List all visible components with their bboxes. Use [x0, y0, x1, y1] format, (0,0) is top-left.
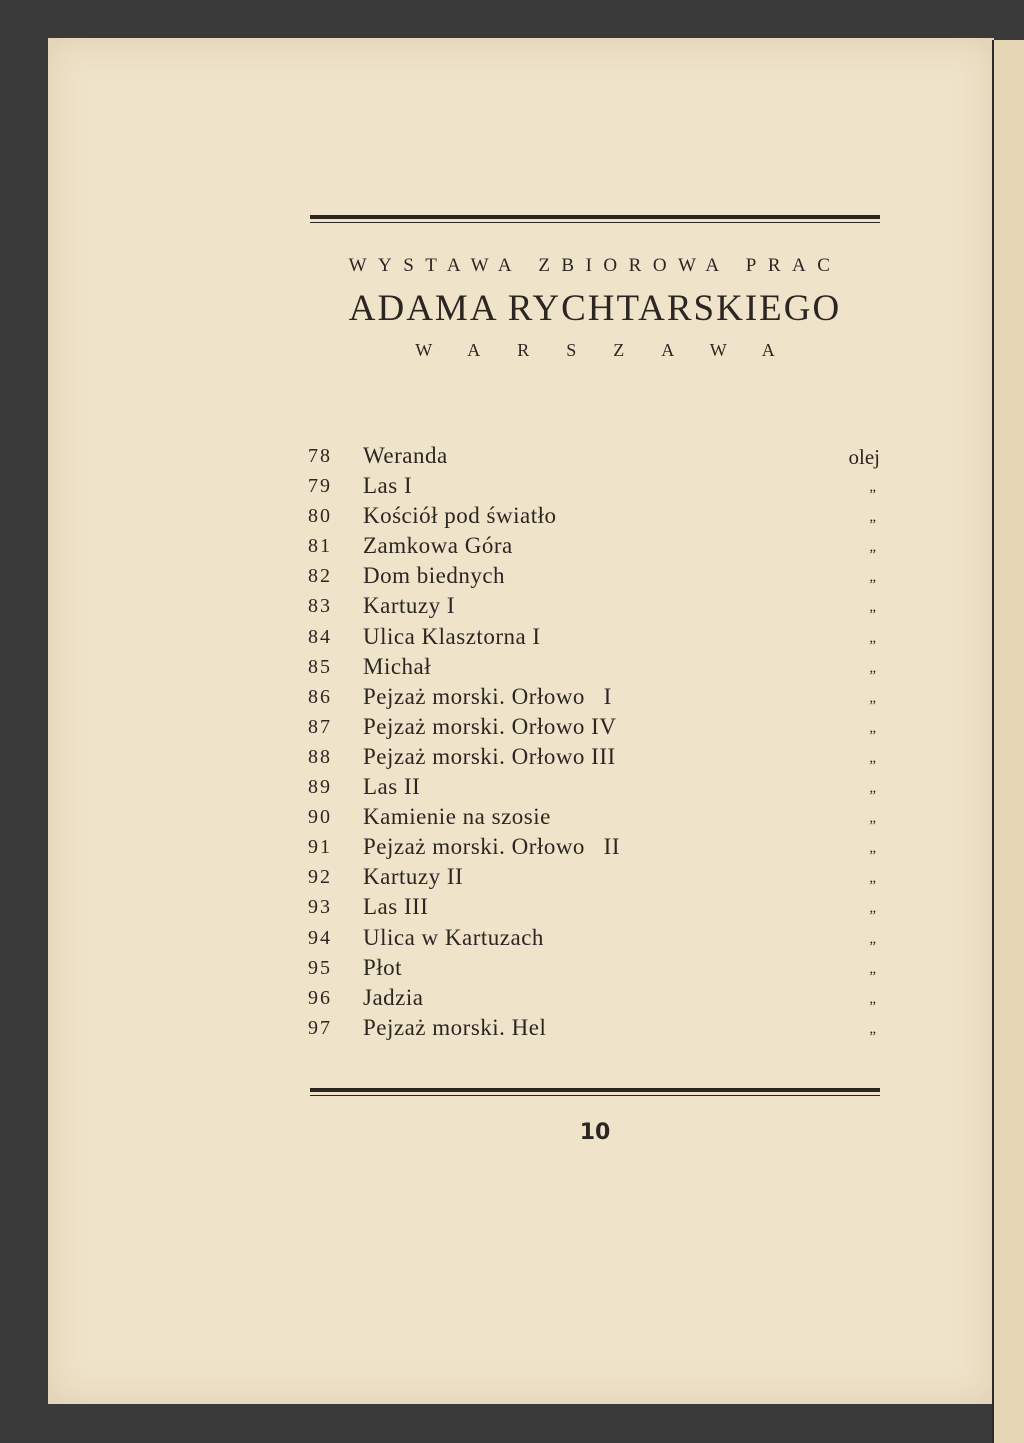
catalog-item-medium: „ [869, 689, 876, 706]
catalog-item-medium: „ [869, 870, 876, 887]
catalog-item-title: Płot [363, 954, 403, 980]
catalog-item-title: Kartuzy II [363, 864, 464, 890]
catalog-item-title: Pejzaż morski. Orłowo I [363, 683, 612, 709]
city-heading: WARSZAWA [415, 340, 812, 360]
facing-page-edge [992, 40, 1024, 1443]
catalog-item-title: Kamienie na szosie [363, 804, 551, 830]
catalog-item-medium: „ [869, 749, 876, 766]
catalog-item-number: 93 [308, 896, 332, 919]
catalog-item [308, 503, 880, 533]
catalog-item-medium: „ [869, 840, 876, 857]
catalog-item-title: Pejzaż morski. Hel [363, 1014, 547, 1040]
catalog-item-title: Michał [363, 653, 432, 679]
catalog-item [308, 684, 880, 714]
catalog-item-title: Weranda [363, 443, 448, 468]
catalog-item [308, 473, 880, 503]
catalog-item-number: 87 [308, 715, 332, 738]
catalog-item-title: Zamkowa Góra [363, 533, 513, 559]
artist-name-heading: ADAMA RYCHTARSKIEGO [348, 288, 842, 329]
catalog-item-title: Las I [363, 473, 413, 499]
catalog-item [308, 563, 880, 593]
catalog-item-number: 95 [308, 956, 332, 979]
catalog-item-medium: „ [869, 990, 876, 1007]
catalog-item [308, 834, 880, 864]
catalog-item-number: 90 [308, 806, 332, 829]
catalog-item [308, 985, 880, 1015]
catalog-item [308, 1015, 880, 1045]
catalog-item-medium: „ [869, 479, 876, 496]
catalog-item [308, 533, 880, 563]
catalog-item-number: 83 [308, 595, 332, 618]
catalog-item-medium: „ [869, 599, 876, 616]
catalog-item-number: 85 [308, 655, 332, 678]
catalog-item [308, 955, 880, 985]
catalog-item-title: Dom biednych [363, 563, 506, 589]
catalog-item-medium: „ [869, 810, 876, 827]
catalog-item-number: 89 [308, 776, 332, 799]
catalog-item [308, 624, 880, 654]
catalog-item [308, 804, 880, 834]
catalog-item-medium: „ [869, 719, 876, 736]
catalog-item-medium: „ [869, 659, 876, 676]
catalog-item [308, 744, 880, 774]
catalog-item-number: 96 [308, 986, 332, 1009]
catalog-item [308, 443, 880, 473]
catalog-item-medium: „ [869, 960, 876, 977]
catalog-item-number: 97 [308, 1016, 332, 1039]
catalog-item-title: Las II [363, 774, 421, 800]
catalog-item-medium: „ [869, 780, 876, 797]
bottom-double-rule [310, 1088, 880, 1096]
catalog-item-title: Pejzaż morski. Orłowo II [363, 834, 620, 860]
catalog-item-number: 94 [308, 926, 332, 949]
catalog-item-medium: „ [869, 539, 876, 556]
catalog-item-title: Pejzaż morski. Orłowo III [363, 743, 616, 769]
catalog-item [308, 654, 880, 684]
catalog-item [308, 864, 880, 894]
catalog-item-number: 79 [308, 475, 332, 498]
catalog-item [308, 925, 880, 955]
catalog-item-number: 81 [308, 535, 332, 558]
catalog-item-number: 84 [308, 625, 332, 648]
catalog-list [308, 443, 880, 1045]
catalog-item-medium: „ [869, 509, 876, 526]
catalog-item-medium: „ [869, 1020, 876, 1037]
catalog-item-title: Las III [363, 894, 429, 920]
catalog-item-number: 86 [308, 685, 332, 708]
top-double-rule [310, 215, 880, 223]
catalog-item-medium: „ [869, 629, 876, 646]
catalog-item [308, 593, 880, 623]
catalog-item-title: Kartuzy I [363, 593, 455, 619]
catalog-item-number: 80 [308, 505, 332, 528]
catalog-item [308, 774, 880, 804]
catalog-item-medium: „ [869, 900, 876, 917]
catalog-item-title: Kościół pod światło [363, 503, 557, 529]
catalog-item-number: 82 [308, 565, 332, 588]
catalog-item-title: Pejzaż morski. Orłowo IV [363, 713, 617, 739]
page-number: 10 [579, 1120, 611, 1145]
catalog-item-number: 92 [308, 866, 332, 889]
catalog-item-medium: „ [869, 930, 876, 947]
catalog-item-number: 91 [308, 836, 332, 859]
catalog-item-medium: „ [869, 569, 876, 586]
catalog-item-number: 88 [308, 745, 332, 768]
catalog-item-title: Jadzia [363, 984, 424, 1010]
catalog-item [308, 894, 880, 924]
exhibition-heading: WYSTAWA ZBIOROWA PRAC [348, 255, 842, 276]
catalog-item-title: Ulica Klasztorna I [363, 623, 541, 649]
catalog-item-title: Ulica w Kartuzach [363, 924, 544, 950]
catalog-item-medium: olej [848, 445, 880, 469]
catalog-item-number: 78 [308, 445, 332, 467]
catalog-item [308, 714, 880, 744]
